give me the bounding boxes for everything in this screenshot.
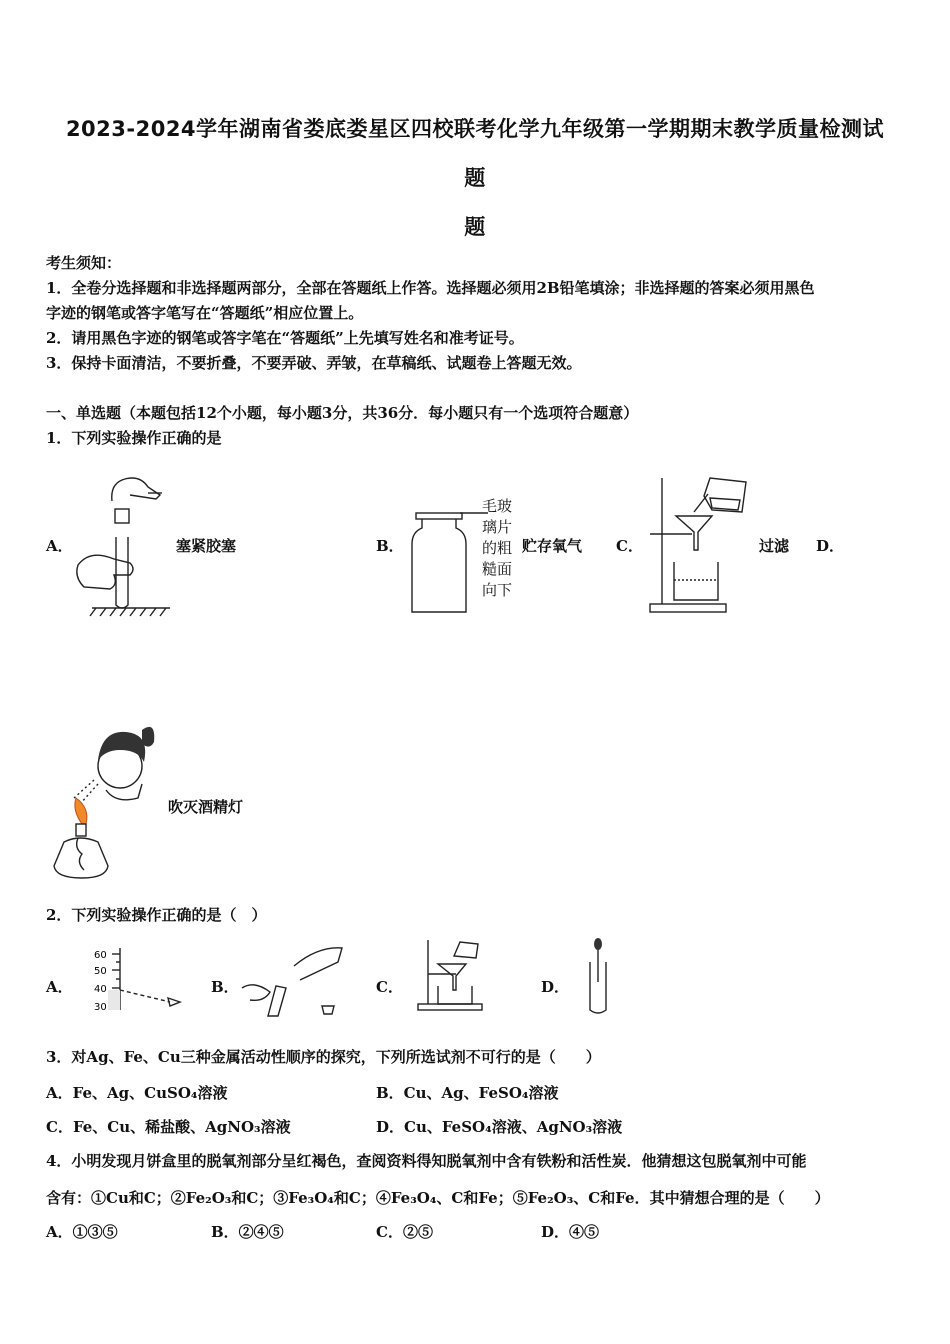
q1-image-stopper <box>70 465 180 620</box>
q2-stem: 2．下列实验操作正确的是（ ） <box>46 906 267 924</box>
q2-option-a-label[interactable]: A． <box>46 978 73 996</box>
tick-label: 40 <box>94 984 107 995</box>
q1-image-gas-jar <box>408 508 468 618</box>
q2-option-c-label[interactable]: C． <box>376 978 403 996</box>
notice-item-3: 3．保持卡面清洁，不要折叠，不要弄破、弄皱，在草稿纸、试题卷上答题无效。 <box>46 354 582 372</box>
q1-option-c-text: 过滤 <box>759 537 790 555</box>
q4-option-c[interactable]: C．②⑤ <box>376 1223 433 1241</box>
tick-label: 60 <box>94 950 107 961</box>
notice-item-1a: 1．全卷分选择题和非选择题两部分，全部在答题纸上作答。选择题必须用2B铅笔填涂；非选择题的答案必须用黑色 <box>46 279 815 297</box>
note-line: 的粗 <box>482 539 513 557</box>
q1-option-a-text: 塞紧胶塞 <box>176 537 237 555</box>
q1-image-alcohol-lamp <box>46 720 166 890</box>
notice-heading: 考生须知： <box>46 254 122 272</box>
q1-stem: 1．下列实验操作正确的是 <box>46 429 222 447</box>
notice-item-1b: 字迹的钢笔或答字笔写在“答题纸”相应位置上。 <box>46 304 364 322</box>
tick-label: 50 <box>94 966 107 977</box>
exam-title-line1: 2023-2024学年湖南省娄底娄星区四校联考化学九年级第一学期期末教学质量检测试 <box>65 117 885 141</box>
q1-option-d-text: 吹灭酒精灯 <box>168 798 244 816</box>
q4-option-d[interactable]: D．④⑤ <box>541 1223 600 1241</box>
q4-option-b[interactable]: B．②④⑤ <box>211 1223 284 1241</box>
q2-image-cylinder-reading <box>90 946 190 1016</box>
q3-option-a[interactable]: A．Fe、Ag、CuSO₄溶液 <box>46 1084 228 1102</box>
q2-image-dropper <box>586 934 610 1018</box>
note-line: 璃片 <box>482 518 513 536</box>
q3-option-b[interactable]: B．Cu、Ag、FeSO₄溶液 <box>376 1084 559 1102</box>
q3-option-d[interactable]: D．Cu、FeSO₄溶液、AgNO₃溶液 <box>376 1118 623 1136</box>
q2-image-filtration <box>416 936 496 1016</box>
q4-stem-line1: 4．小明发现月饼盒里的脱氧剂部分呈红褐色，查阅资料得知脱氧剂中含有铁粉和活性炭．他猜想这包脱氧剂中可能 <box>46 1152 807 1170</box>
note-line: 糙面 <box>482 560 513 578</box>
section-heading: 一、单选题（本题包括12个小题，每小题3分，共36分．每小题只有一个选项符合题意） <box>46 404 639 422</box>
q1-option-d-label[interactable]: D． <box>816 537 845 555</box>
q2-option-b-label[interactable]: B． <box>211 978 239 996</box>
q2-option-d-label[interactable]: D． <box>541 978 570 996</box>
q2-image-pouring <box>238 940 348 1020</box>
q4-option-a[interactable]: A．①③⑤ <box>46 1223 118 1241</box>
q1-option-a-label[interactable]: A． <box>46 537 73 555</box>
q1-option-b-note <box>482 496 512 601</box>
note-line: 毛玻 <box>482 497 513 515</box>
q3-stem: 3．对Ag、Fe、Cu三种金属活动性顺序的探究，下列所选试剂不可行的是（ ） <box>46 1048 601 1066</box>
exam-title-line3: 题 <box>464 215 486 239</box>
exam-title-line2: 题 <box>464 166 486 190</box>
q1-image-filtration <box>648 470 758 620</box>
q1-option-c-label[interactable]: C． <box>616 537 643 555</box>
q4-stem-line2: 含有：①Cu和C；②Fe₂O₃和C；③Fe₃O₄和C；④Fe₃O₄、C和Fe；⑤Fe₂O₃、C和Fe．其中猜想合理的是（ ） <box>46 1189 830 1207</box>
tick-label: 30 <box>94 1002 107 1013</box>
q3-option-c[interactable]: C．Fe、Cu、稀盐酸、AgNO₃溶液 <box>46 1118 291 1136</box>
notice-item-2: 2．请用黑色字迹的钢笔或答字笔在“答题纸”上先填写姓名和准考证号。 <box>46 329 524 347</box>
note-line: 向下 <box>482 581 513 599</box>
q1-option-b-label[interactable]: B． <box>376 537 404 555</box>
q1-option-b-text: 贮存氧气 <box>522 537 583 555</box>
